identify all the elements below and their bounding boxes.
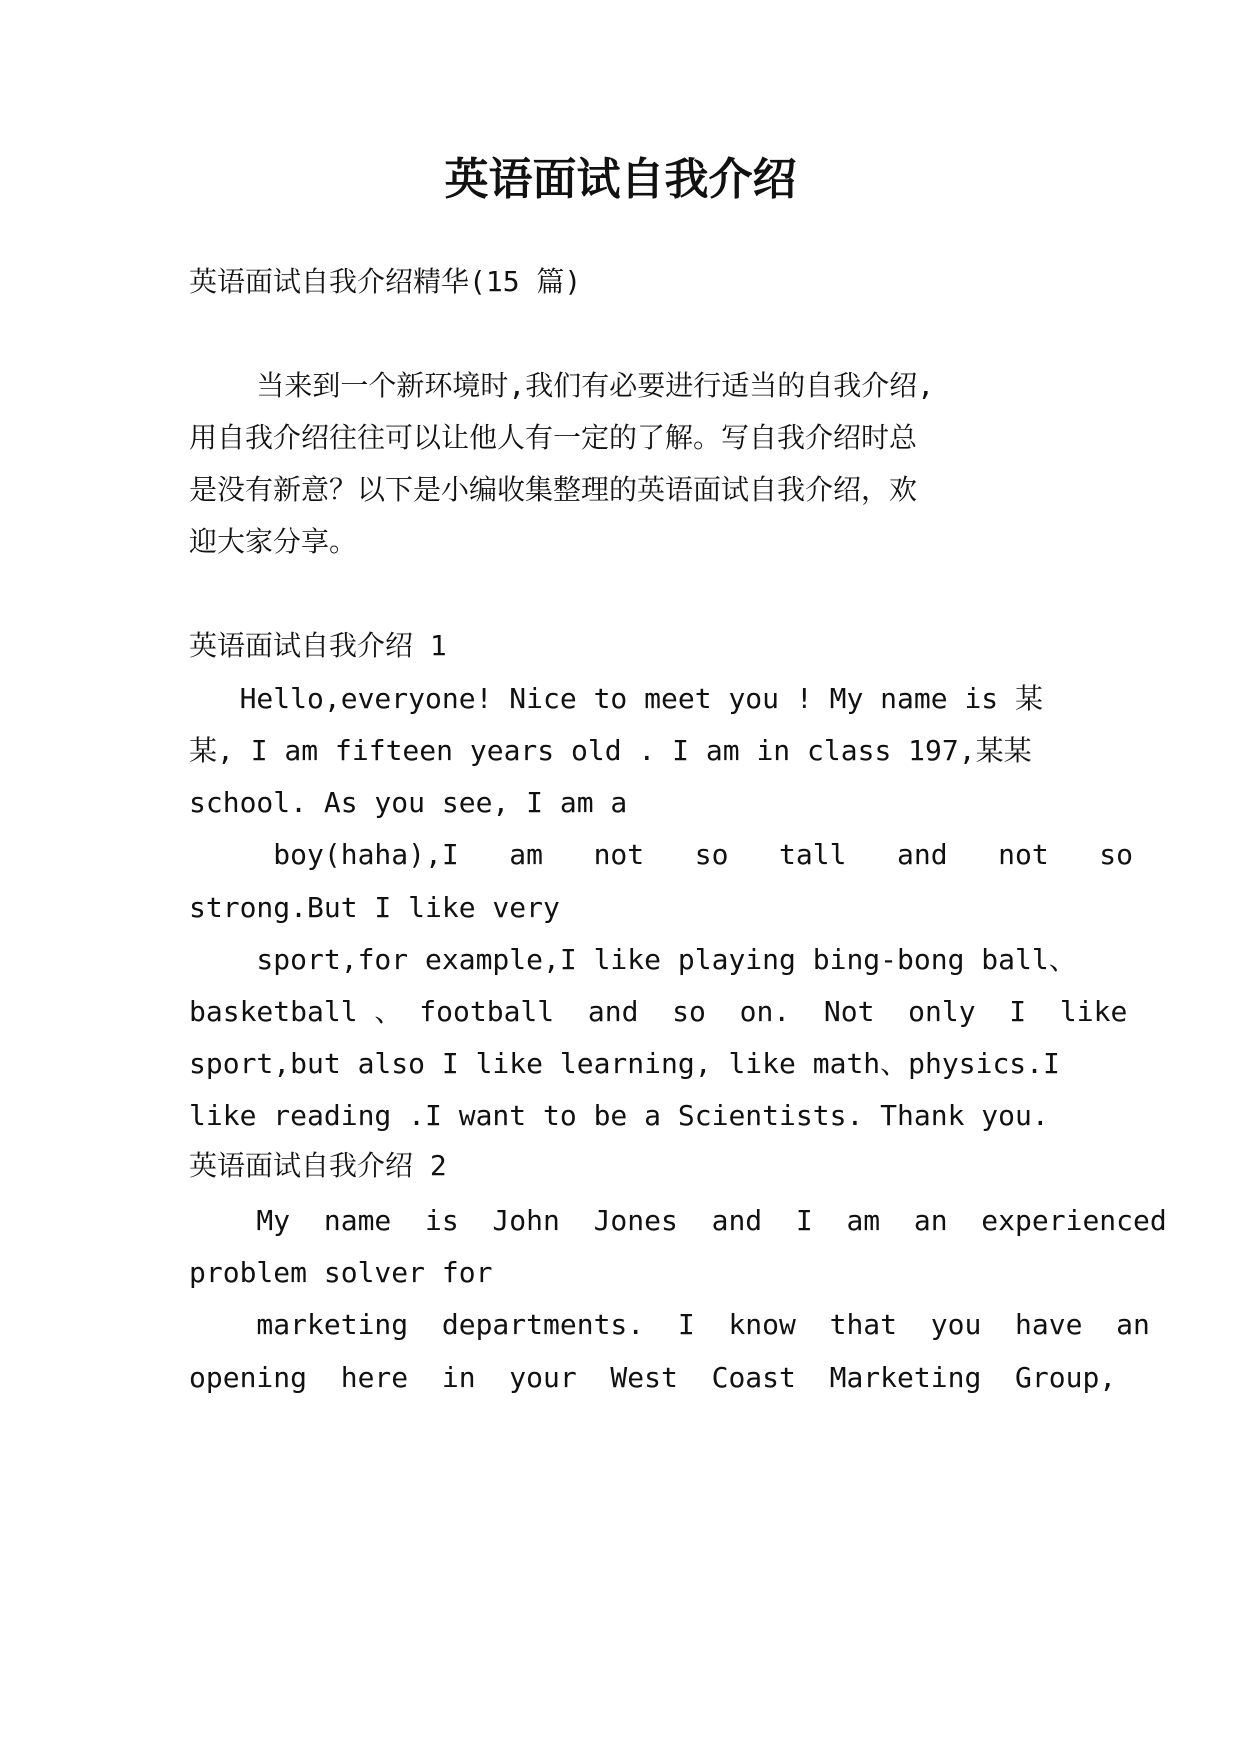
intro-line-4: 迎大家分享。 xyxy=(189,525,358,558)
section2-line-3: marketing departments. I know that you have an xyxy=(189,1308,1150,1341)
document-title: 英语面试自我介绍 xyxy=(444,154,797,205)
section1-line-2: 某, I am fifteen years old . I am in class 197,某某 xyxy=(189,734,1032,767)
section2-line-2: problem solver for xyxy=(189,1256,493,1289)
section1-line-6: sport,for example,I like playing bing-bong ball、 xyxy=(189,943,1077,976)
section2-line-4: opening here in your West Coast Marketing Group, xyxy=(189,1361,1117,1394)
intro-line-3: 是没有新意？以下是小编收集整理的英语面试自我介绍，欢 xyxy=(189,473,918,506)
document-subtitle: 英语面试自我介绍精华(15 篇) xyxy=(189,265,582,298)
section1-line-9: like reading .I want to be a Scientists. Thank you. xyxy=(189,1099,1049,1132)
section-heading-2: 英语面试自我介绍 2 xyxy=(189,1149,447,1182)
section1-line-1: Hello,everyone! Nice to meet you ! My name is 某 xyxy=(189,682,1044,715)
section1-line-8: sport,but also I like learning, like math、physics.I xyxy=(189,1047,1060,1080)
section2-line-1: My name is John Jones and I am an experienced xyxy=(189,1204,1167,1237)
intro-line-2: 用自我介绍往往可以让他人有一定的了解。写自我介绍时总 xyxy=(189,421,918,454)
intro-line-1: 当来到一个新环境时,我们有必要进行适当的自我介绍, xyxy=(189,369,935,402)
section1-line-3: school. As you see, I am a xyxy=(189,786,628,819)
section1-line-4: boy(haha),I am not so tall and not so xyxy=(189,838,1134,871)
section-heading-1: 英语面试自我介绍 1 xyxy=(189,629,447,662)
section1-line-5: strong.But I like very xyxy=(189,891,560,924)
section1-line-7: basketball 、 football and so on. Not only I like xyxy=(189,995,1128,1028)
